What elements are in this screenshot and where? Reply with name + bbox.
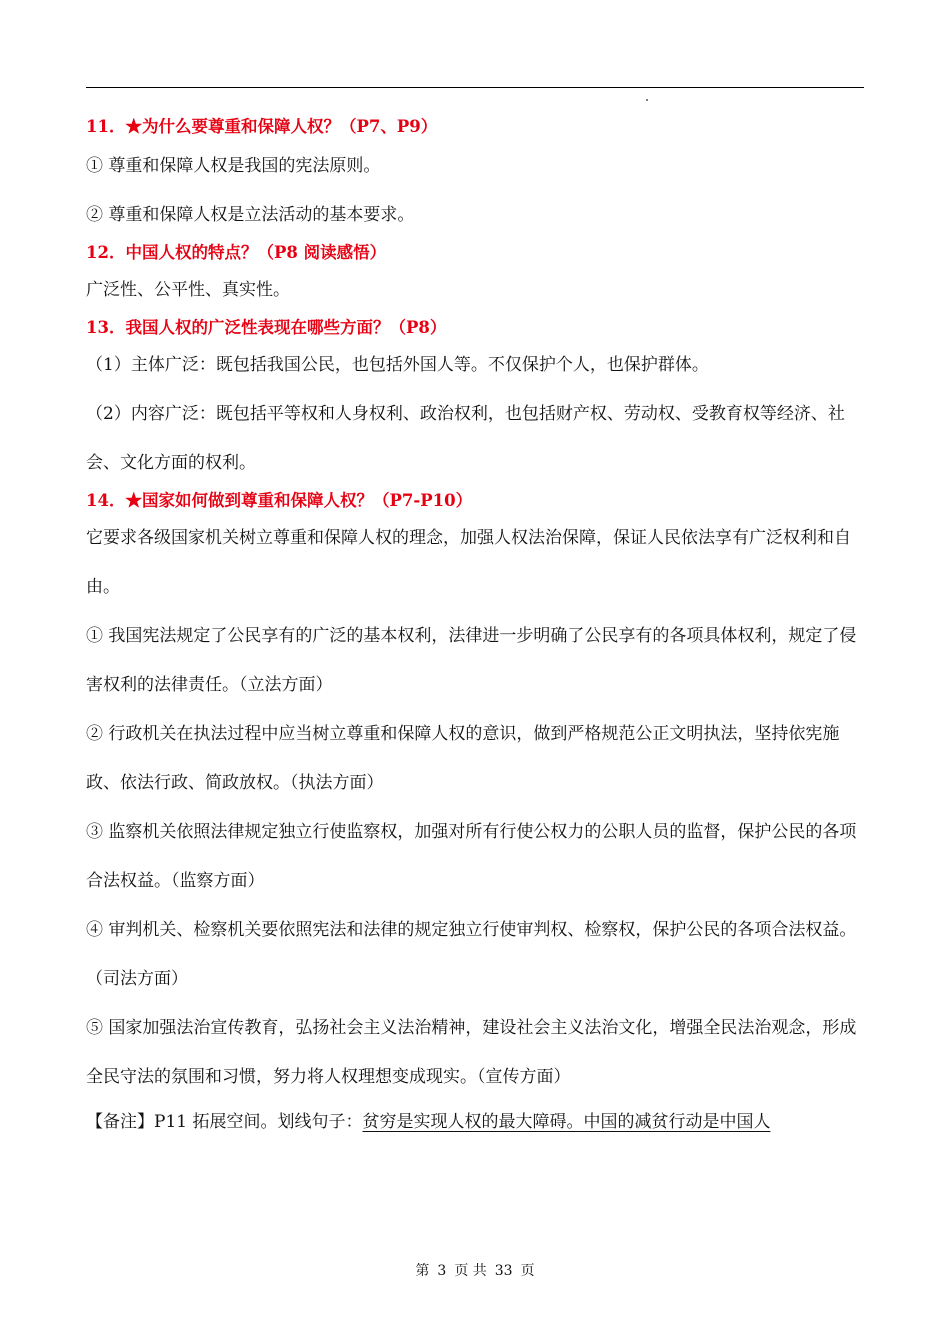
paragraph: （1）主体广泛：既包括我国公民，也包括外国人等。不仅保护个人，也保护群体。	[86, 355, 709, 375]
paragraph: 广泛性、公平性、真实性。	[86, 280, 290, 300]
footer-prefix: 第	[415, 1263, 430, 1279]
header-dot	[646, 99, 648, 101]
paragraph: ① 尊重和保障人权是我国的宪法原则。	[86, 156, 381, 176]
note-underlined-text: 贫穷是实现人权的最大障碍。中国的减贫行动是中国人	[362, 1112, 771, 1132]
note-line	[86, 1106, 866, 1138]
paragraph: （2）内容广泛：既包括平等权和人身权利、政治权利，也包括财产权、劳动权、受教育权等经济、社会、文化方面的权利。	[86, 404, 845, 473]
paragraph: ② 尊重和保障人权是立法活动的基本要求。	[86, 205, 415, 225]
page-content	[86, 112, 866, 1138]
page-footer	[0, 1260, 950, 1280]
paragraph: ① 我国宪法规定了公民享有的广泛的基本权利，法律进一步明确了公民享有的各项具体权利，规定了侵害权利的法律责任。（立法方面）	[86, 626, 857, 695]
section-heading: 12．中国人权的特点？（P8 阅读感悟）	[86, 243, 387, 262]
section-heading: 14．★国家如何做到尊重和保障人权？（P7-P10）	[86, 491, 473, 510]
note-prefix: 【备注】P11 拓展空间。划线句子：	[86, 1112, 363, 1132]
section-13	[86, 313, 866, 488]
section-heading: 13．我国人权的广泛性表现在哪些方面？（P8）	[86, 318, 447, 337]
header-rule	[86, 87, 864, 88]
footer-suffix: 页	[520, 1263, 535, 1279]
footer-middle: 页 共	[454, 1263, 487, 1279]
section-heading: 11．★为什么要尊重和保障人权？（P7、P9）	[86, 117, 438, 136]
paragraph: 它要求各级国家机关树立尊重和保障人权的理念，加强人权法治保障，保证人民依法享有广泛权利和自由。	[86, 528, 851, 597]
footer-total-pages: 33	[494, 1263, 513, 1279]
paragraph: ⑤ 国家加强法治宣传教育，弘扬社会主义法治精神，建设社会主义法治文化，增强全民法治观念，形成全民守法的氛围和习惯，努力将人权理想变成现实。（宣传方面）	[86, 1018, 857, 1087]
paragraph: ④ 审判机关、检察机关要依照宪法和法律的规定独立行使审判权、检察权，保护公民的各项合法权益。（司法方面）	[86, 920, 857, 989]
section-12	[86, 238, 866, 315]
section-14	[86, 486, 866, 1102]
section-11	[86, 112, 866, 240]
paragraph: ③ 监察机关依照法律规定独立行使监察权，加强对所有行使公权力的公职人员的监督，保护公民的各项合法权益。（监察方面）	[86, 822, 857, 891]
footer-page-number: 3	[437, 1263, 447, 1279]
paragraph: ② 行政机关在执法过程中应当树立尊重和保障人权的意识，做到严格规范公正文明执法，坚持依宪施政、依法行政、简政放权。（执法方面）	[86, 724, 840, 793]
